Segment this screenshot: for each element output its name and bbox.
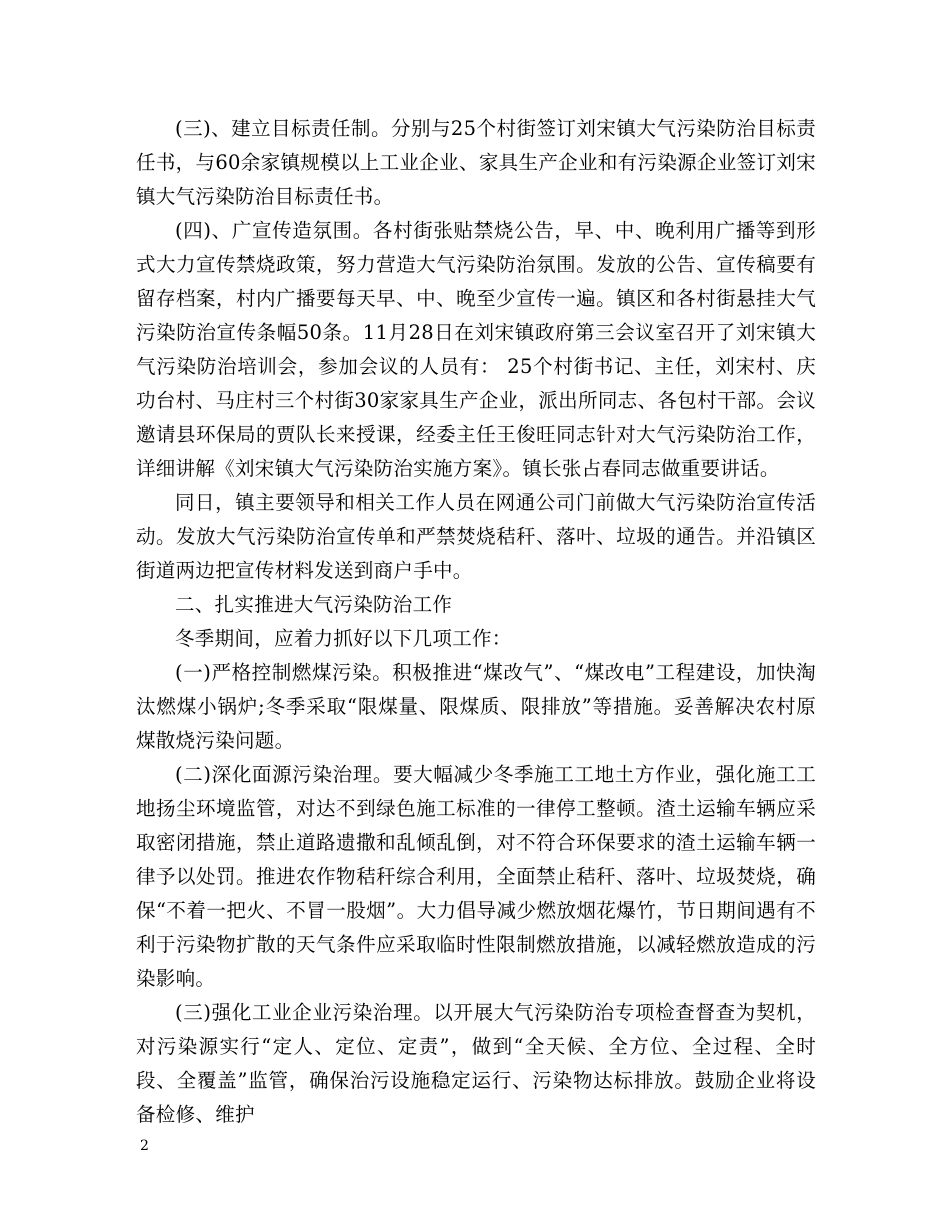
paragraph-target-responsibility: (三)、建立目标责任制。分别与25个村街签订刘宋镇大气污染防治目标责任书，与60余家镇规模以上工业企业、家具生产企业和有污染源企业签订刘宋镇大气污染防治目标责任书。 — [136, 117, 816, 208]
document-body — [136, 112, 816, 1132]
paragraph-winter-intro: 冬季期间，应着力抓好以下几项工作： — [175, 627, 512, 650]
paragraph-area-source-pollution: (二)深化面源污染治理。要大幅减少冬季施工工地土方作业，强化施工工地扬尘环境监管，对达不到绿色施工标准的一律停工整顿。渣土运输车辆应采取密闭措施，禁止道路遗撒和乱倾乱倒，对不符合环保要求的渣土运输车辆一律予以处罚。推进农作物秸秆综合利用，全面禁止秸秆、落叶、垃圾焚烧，确保“不着一把火、不冒一股烟”。大力倡导减少燃放烟花爆竹，节日期间遇有不利于污染物扩散的天气条件应采取临时性限制燃放措施，以减轻燃放造成的污染影响。 — [136, 763, 816, 990]
paragraph-same-day-campaign: 同日，镇主要领导和相关工作人员在网通公司门前做大气污染防治宣传活动。发放大气污染防治宣传单和严禁焚烧秸秆、落叶、垃圾的通告。并沿镇区街道两边把宣传材料发送到商户手中。 — [136, 491, 816, 582]
paragraph-coal-pollution: (一)严格控制燃煤污染。积极推进“煤改气”、“煤改电”工程建设，加快淘汰燃煤小锅炉;冬季采取“限煤量、限煤质、限排放”等措施。妥善解决农村原煤散烧污染问题。 — [136, 661, 816, 752]
paragraph-publicity-atmosphere: (四)、广宣传造氛围。各村街张贴禁烧公告，早、中、晚利用广播等到形式大力宣传禁烧政策，努力营造大气污染防治氛围。发放的公告、宣传稿要有留存档案，村内广播要每天早、中、晚至少宣传一遍。镇区和各村街悬挂大气污染防治宣传条幅50条。11月28日在刘宋镇政府第三会议室召开了刘宋镇大气污染防治培训会，参加会议的人员有： 25个村街书记、主任，刘宋村、庆功台村、马庄村三个村街30家家具生产企业，派出所同志、各包村干部。会议邀请县环保局的贾队长来授课，经委主任王俊旺同志针对大气污染防治工作，详细讲解《刘宋镇大气污染防治实施方案》。镇长张占春同志做重要讲话。 — [136, 219, 816, 480]
page-number: 2 — [140, 1138, 149, 1154]
section-heading-advance-prevention: 二、扎实推进大气污染防治工作 — [175, 593, 453, 616]
paragraph-industrial-pollution: (三)强化工业企业污染治理。以开展大气污染防治专项检查督查为契机，对污染源实行“定人、定位、定责”，做到“全天候、全方位、全过程、全时段、全覆盖”监管，确保治污设施稳定运行、污染物达标排放。鼓励企业将设备检修、维护 — [136, 1001, 816, 1126]
